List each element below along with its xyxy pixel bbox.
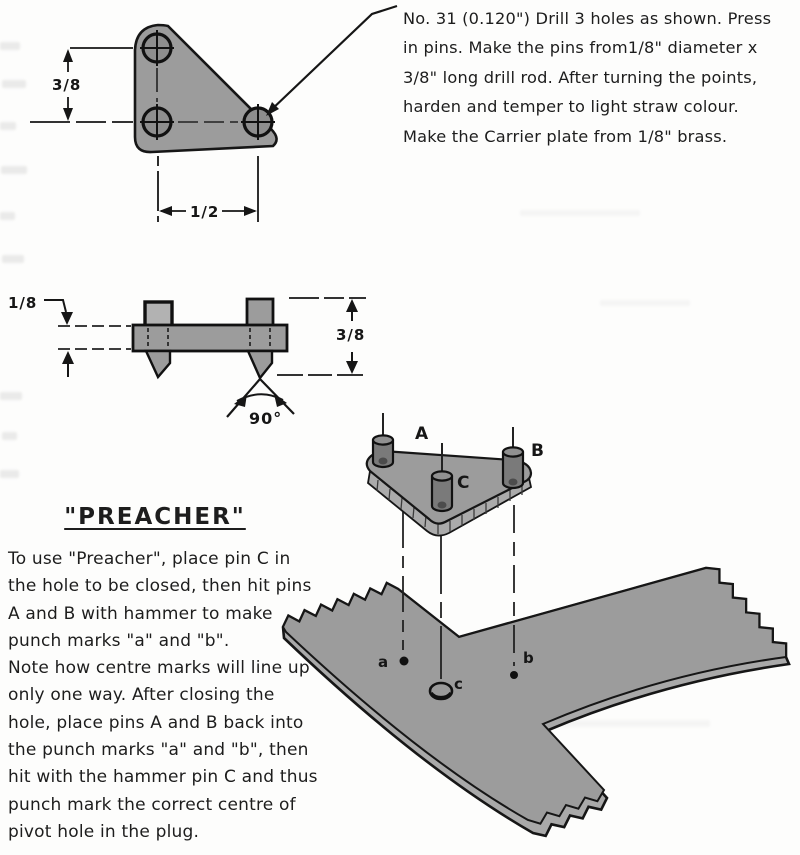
instruction-line: hole, place pins A and B back into <box>8 712 304 733</box>
preacher-title: "PREACHER" <box>64 504 246 530</box>
dim-label-3-8: 3/8 <box>52 76 82 94</box>
instruction-line: Note how centre marks will line up <box>8 658 310 679</box>
drilling-note <box>403 4 800 151</box>
punch-mark-b <box>510 671 518 679</box>
plate-side-bar <box>133 325 287 351</box>
pin-label-b: B <box>531 441 544 461</box>
dim-label-3-8-pin: 3/8 <box>336 326 366 344</box>
instruction-line: punch mark the correct centre of <box>8 794 296 815</box>
dim-label-1-2: 1/2 <box>190 203 220 221</box>
side-view-drawing <box>8 294 366 428</box>
pin-point-right <box>248 351 272 378</box>
toothed-plate-top-face <box>283 568 786 824</box>
dim-label-90: 90° <box>249 409 283 428</box>
instruction-line: hit with the hammer pin C and thus <box>8 767 318 788</box>
plan-view-drawing <box>30 6 397 222</box>
punch-mark-a <box>400 657 409 666</box>
pin-label-a: A <box>415 424 429 444</box>
instruction-line: A and B with hammer to make <box>8 603 273 624</box>
note-line: 3/8" long drill rod. After turning the points, <box>403 67 758 87</box>
mark-label-c: c <box>454 675 463 693</box>
dimension-1-2-horizontal <box>158 156 258 222</box>
pin-head-left <box>145 302 172 326</box>
instruction-line: only one way. After closing the <box>8 685 275 706</box>
pin-point-left <box>146 351 170 377</box>
dimension-90-degree-angle <box>227 379 294 428</box>
note-line: in pins. Make the pins from1/8" diameter x <box>403 38 758 58</box>
dimension-1-8-thickness <box>8 294 74 377</box>
note-line: No. 31 (0.120") Drill 3 holes as shown. Press <box>403 9 772 28</box>
mark-label-a: a <box>378 653 389 671</box>
pin-b-3d <box>503 427 523 488</box>
instruction-line: the hole to be closed, then hit pins <box>8 576 312 597</box>
dim-label-1-8: 1/8 <box>8 294 38 312</box>
mark-label-b: b <box>523 649 534 667</box>
instruction-line: punch marks "a" and "b". <box>8 630 230 651</box>
pin-a-3d <box>373 413 393 467</box>
pin-head-right <box>247 299 273 326</box>
carrier-plate-3d <box>367 413 544 536</box>
note-line: harden and temper to light straw colour. <box>403 97 739 117</box>
dimension-3-8-vertical <box>30 48 133 122</box>
instruction-line: To use "Preacher", place pin C in <box>8 549 291 569</box>
instruction-line: pivot hole in the plug. <box>8 821 200 842</box>
usage-instructions <box>8 546 353 846</box>
dimension-3-8-pin-length <box>277 298 366 375</box>
note-line: Make the Carrier plate from 1/8" brass. <box>403 126 728 146</box>
instruction-line: the punch marks "a" and "b", then <box>8 740 309 761</box>
pivot-hole-c <box>430 683 452 699</box>
pin-c-3d <box>432 443 452 511</box>
pin-label-c: C <box>457 473 470 493</box>
assembly-view-drawing <box>283 413 789 836</box>
leader-line <box>266 6 397 116</box>
